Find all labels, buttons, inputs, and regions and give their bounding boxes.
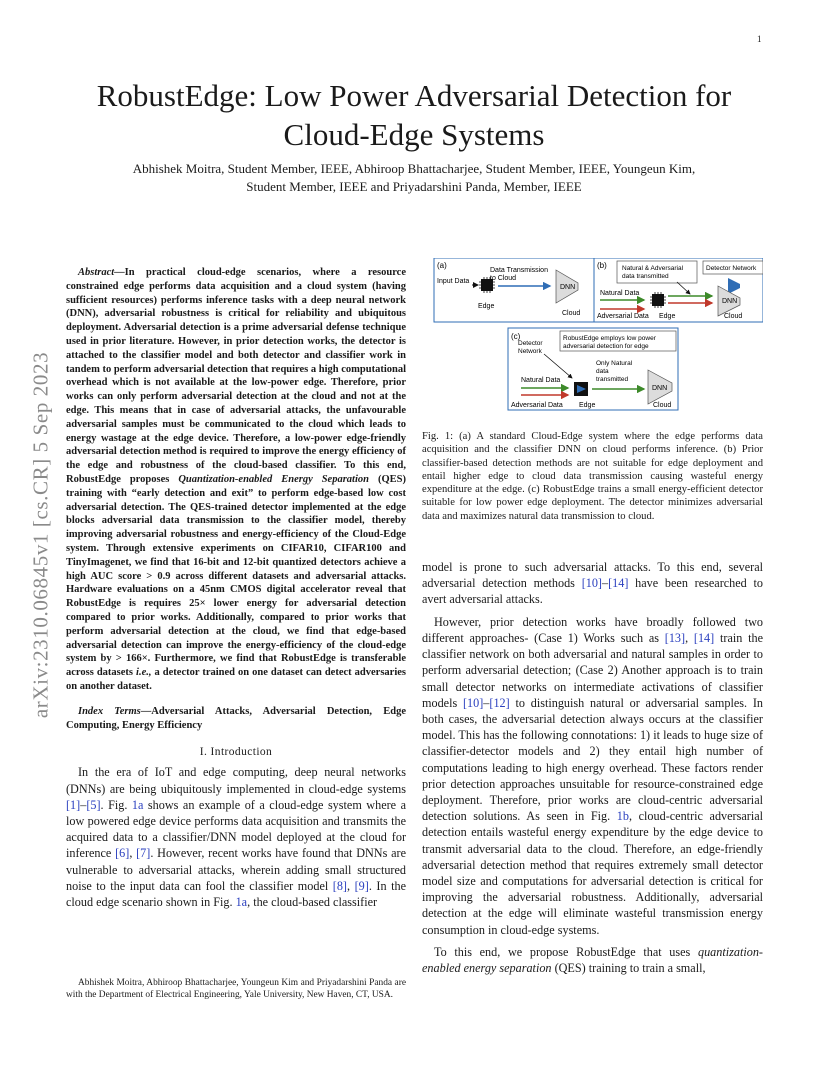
paper-title bbox=[60, 76, 768, 154]
arxiv-id: arXiv:2310.06845v1 [cs.CR] 5 Sep 2023 bbox=[28, 351, 53, 719]
dnn-icon bbox=[556, 270, 578, 303]
text: , the cloud-based classifier bbox=[247, 894, 378, 909]
abstract-label: Abstract bbox=[78, 267, 115, 278]
index-terms bbox=[66, 705, 406, 733]
edge-label-b: Edge bbox=[659, 313, 676, 320]
text: – bbox=[602, 576, 609, 591]
panel-a-tag: (a) bbox=[437, 261, 447, 270]
natural-data-label-b: Natural Data bbox=[600, 290, 640, 297]
detector-network-label-b: Detector Network bbox=[706, 265, 757, 272]
emphasis: quantization-enabled energy separation bbox=[422, 944, 763, 975]
text: – bbox=[483, 695, 490, 710]
author-list bbox=[80, 160, 748, 196]
body-paragraph bbox=[422, 559, 763, 608]
text: In the era of IoT and edge computing, deep neural networks (DNNs) are being ubiquitously implemented in cloud-edge systems bbox=[66, 765, 406, 796]
abstract-text-1: —In practical cloud-edge scenarios, where a resource constrained edge performs data acquisition and a cloud system (having sufficient resources) performs inference tasks with a deep neural network (DNN), adversarial robustness is critical for reliability and ubiquitous deployment. Adversarial detection is a prime adversarial defense technique used in prior literature. However, in prior detection works, the detector is attached to the classifier model and both detector and classifier work in tandem to perform adversarial detection that requires a high computational overhead which is not available at the low-power edge. Therefore, prior works can only perform adversarial detection at the cloud and not at the edge. This means that in case of adversarial attacks, the unfavourable adversarial samples must be communicated to the cloud which leads to energy wastage at the edge device. Therefore, a low-power edge-friendly adversarial detection method is required to improve the energy efficiency of the edge and robustness of the cloud-based classifier. To this end, RobustEdge proposes bbox=[66, 267, 406, 485]
citation-link[interactable]: [5] bbox=[86, 797, 101, 812]
text: , bbox=[129, 846, 137, 861]
figure-1 bbox=[422, 258, 763, 418]
abstract-qes: Quantization-enabled Energy Separation bbox=[178, 473, 369, 485]
edge-chip-icon bbox=[650, 292, 666, 308]
only-natural-label: Only Natural data transmitted bbox=[596, 360, 633, 383]
dnn-label-c: DNN bbox=[652, 385, 668, 392]
page-number: 1 bbox=[757, 34, 762, 44]
dnn-label-a: DNN bbox=[560, 284, 576, 291]
text: train the classifier network on both adversarial and natural samples in order to perform adversarial detection; (Case 2) Another approach is to train small detector networks on intermediate activations of classifier models bbox=[422, 630, 764, 710]
index-terms-text: —Adversarial Attacks, Adversarial Detection, Edge Computing, Energy Efficiency bbox=[66, 705, 406, 731]
citation-link[interactable]: [1] bbox=[66, 797, 81, 812]
cloud-label-c: Cloud bbox=[653, 402, 672, 409]
text: , bbox=[685, 630, 694, 645]
dnn-label-b: DNN bbox=[722, 298, 738, 305]
adversarial-data-label-c: Adversarial Data bbox=[511, 402, 563, 409]
text: model is prone to such adversarial attacks. To this end, several adversarial detection methods bbox=[422, 560, 763, 591]
edge-label-c: Edge bbox=[579, 402, 596, 409]
right-body bbox=[422, 559, 763, 976]
authors-line-1: Abhishek Moitra, Student Member, IEEE, Abhiroop Bhattacharjee, Student Member, IEEE, Youngeun Kim, bbox=[132, 161, 696, 176]
text: – bbox=[80, 797, 87, 812]
right-column bbox=[422, 258, 763, 976]
dnn-icon bbox=[648, 370, 672, 404]
title-line-1: RobustEdge: Low Power Adversarial Detection for bbox=[96, 78, 732, 113]
cloud-label-a: Cloud bbox=[562, 310, 581, 317]
title-line-2: Cloud-Edge Systems bbox=[283, 117, 545, 152]
citation-link[interactable]: [12] bbox=[489, 695, 510, 710]
text: have been researched to avert adversarial attacks. bbox=[422, 576, 763, 607]
index-terms-label: Index Terms bbox=[78, 705, 141, 717]
body-paragraph bbox=[422, 614, 763, 938]
citation-link[interactable]: [9] bbox=[354, 878, 369, 893]
robustedge-note: RobustEdge employs low power adversarial detection for edge bbox=[563, 335, 656, 350]
abstract-ie: i.e., bbox=[136, 667, 152, 679]
text: to distinguish natural or adversarial samples. In both cases, the adversarial detection always occurs at the classifier model. This has the following connotations: 1) it leads to huge size of classifier-detector models and 2) they entail high number of computations leading to high energy overhead. These factors render prior detection approaches unsuitable for resource-constrained edge deployment. Therefore, prior works are cloud-centric adversarial detection solutions. As seen in Fig. bbox=[422, 695, 763, 824]
citation-link[interactable]: [10] bbox=[581, 576, 602, 591]
arxiv-stamp bbox=[17, 300, 65, 770]
adversarial-data-label-b: Adversarial Data bbox=[597, 313, 649, 320]
citation-link[interactable]: [6] bbox=[115, 846, 130, 861]
text: . In the cloud edge scenario shown in Fig. bbox=[66, 878, 406, 909]
detector-network-label-c: Detector Network bbox=[518, 340, 543, 355]
figure-link[interactable]: 1a bbox=[235, 894, 248, 909]
text: shows an example of a cloud-edge system where a low powered edge device performs data acquisition and transmits the acquired data to a classifier/DNN model deployed at the cloud for inference bbox=[66, 797, 406, 861]
natural-data-label-c: Natural Data bbox=[521, 377, 561, 384]
text: However, prior detection works have broadly followed two different approaches- (Case 1) Works such as bbox=[422, 614, 763, 645]
citation-link[interactable]: [14] bbox=[608, 576, 629, 591]
abstract-text-3: a detector trained on one dataset can detect adversaries on another dataset. bbox=[66, 667, 406, 692]
body-paragraph bbox=[422, 944, 763, 976]
authors-line-2: Student Member, IEEE and Priyadarshini Panda, Member, IEEE bbox=[246, 179, 582, 194]
footnote: Abhishek Moitra, Abhiroop Bhattacharjee, Youngeun Kim and Priyadarshini Panda are with the Department of Electrical Engineering, Yale University, New Haven, CT, USA. bbox=[66, 978, 406, 1001]
citation-link[interactable]: [7] bbox=[136, 846, 151, 861]
natural-adv-note: Natural & Adversarial data transmitted bbox=[622, 265, 684, 280]
text: , bbox=[347, 878, 355, 893]
cloud-label-b: Cloud bbox=[724, 313, 743, 320]
detector-chip-icon bbox=[574, 382, 588, 396]
detector-icon bbox=[728, 278, 740, 294]
text: , cloud-centric adversarial detection entails wasteful energy expenditure by the edge device to transmit adversarial data to the cloud. Therefore, an edge-friendly adversarial detection method that requires extremely small detector model size and computations for adversarial detection is critical for improving the adversarial robustness. Additionally, adversarial detection at the edge will eliminate wasteful transmission energy consumption in cloud-edge systems. bbox=[422, 809, 764, 937]
text: (QES) training to train a small, bbox=[551, 960, 706, 975]
citation-link[interactable]: [8] bbox=[332, 878, 347, 893]
figure-caption: Fig. 1: (a) A standard Cloud-Edge system where the edge performs data acquisition and the classifier DNN on cloud performs inference. (b) Prior classifier-based detection methods are not suitable for edge deployment and entail higher edge to cloud data transmission causing wasteful energy expenditure at the edge. (c) RobustEdge trains a small energy-efficient detector suitable for low power edge deployment. The detector minimizes adversarial data and maximizes natural data transmission to cloud. bbox=[422, 431, 763, 522]
figure-link[interactable]: 1a bbox=[131, 797, 144, 812]
figure-link[interactable]: 1b bbox=[616, 809, 629, 824]
citation-link[interactable]: [10] bbox=[462, 695, 484, 710]
left-column bbox=[66, 266, 406, 910]
citation-link[interactable]: [13] bbox=[664, 630, 686, 645]
text: . Fig. bbox=[100, 797, 132, 812]
panel-c-tag: (c) bbox=[511, 332, 521, 341]
panel-b-tag: (b) bbox=[597, 261, 607, 270]
section-heading: I. Introduction bbox=[199, 746, 273, 759]
abstract bbox=[66, 266, 406, 694]
text: To this end, we propose RobustEdge that uses bbox=[434, 944, 698, 959]
edge-label-a: Edge bbox=[478, 303, 495, 310]
intro-paragraph bbox=[66, 764, 406, 910]
input-data-label: Input Data bbox=[437, 278, 470, 285]
citation-link[interactable]: [14] bbox=[693, 630, 715, 645]
abstract-text-2: (QES) training with “early detection and exit” to perform edge-based low cost adversarial detection. The QES-trained detector implemented at the edge blocks adversarial data transmission to the classifier model, thereby improving adversarial robustness and energy-efficiency of the Cloud-Edge system. Through extensive experiments on CIFAR10, CIFAR100 and TinyImagenet, we find that 16-bit and 12-bit quantized detectors achieve a high AUC score > 0.9 across different datasets and adversarial attacks. Hardware evaluations on a 45nm CMOS digital accelerator reveal that RobustEdge is requires 25× lower energy for adversarial detection compared to prior works. Additionally, compared to prior works that perform adversarial detection at the cloud, we find that edge-based adversarial detection can improve the energy-efficiency of the cloud-edge system by > 166×. Furthermore, we find that RobustEdge is transferable across datasets bbox=[66, 473, 406, 679]
figure-1-diagram bbox=[422, 258, 763, 418]
text: . However, recent works have found that DNNs are vulnerable to adversarial attacks, wherein adding small structured noise to the input data can fool the classifier model bbox=[66, 846, 406, 893]
transmission-label: Data Transmission to Cloud bbox=[490, 267, 548, 282]
